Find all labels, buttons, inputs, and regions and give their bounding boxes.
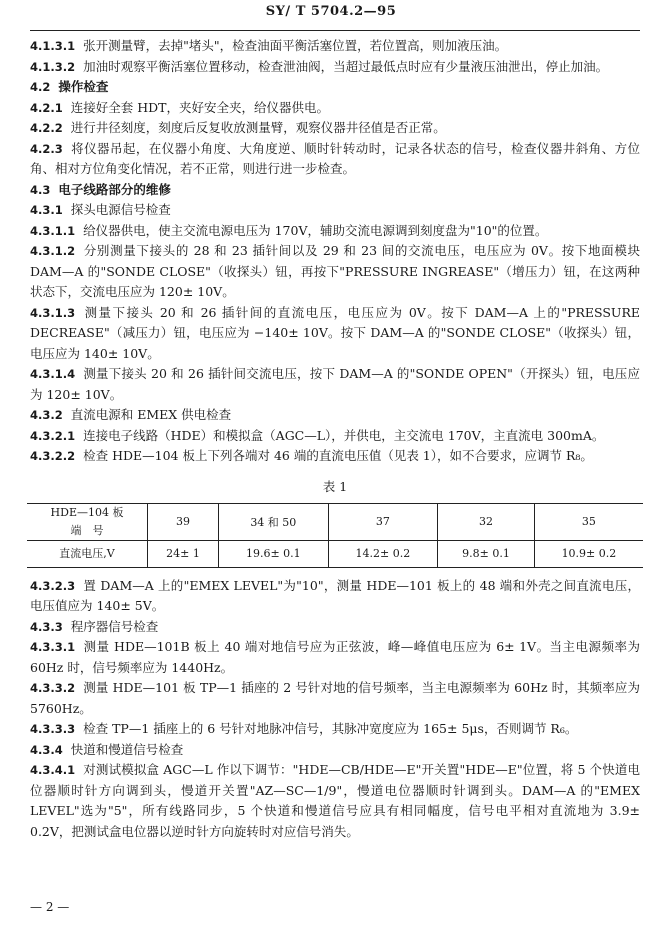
table-cell: 10.9± 0.2 xyxy=(534,540,643,567)
section-number: 4.3.1 xyxy=(30,203,63,217)
section-number: 4.3.3.1 xyxy=(30,640,76,654)
paragraph xyxy=(30,118,640,139)
paragraph xyxy=(30,77,640,98)
section-number: 4.2.3 xyxy=(30,141,63,156)
paragraph xyxy=(30,57,640,78)
sections-after-table xyxy=(30,576,640,843)
paragraph xyxy=(30,637,640,678)
section-number: 4.2 xyxy=(30,80,51,94)
table-row xyxy=(27,540,643,567)
table-cell: 39 xyxy=(148,503,219,540)
paragraph-text: 连接电子线路（HDE）和模拟盒（AGC—L），并供电，主交流电 170V，主直流电 300mA。 xyxy=(83,427,605,443)
table-cell: 24± 1 xyxy=(148,540,219,567)
paragraph xyxy=(30,139,640,180)
sections-before-table xyxy=(30,36,640,467)
paragraph xyxy=(30,303,640,365)
paragraph-text: 连接好全套 HDT，夹好安全夹，给仪器供电。 xyxy=(70,99,329,115)
section-number: 4.3.1.1 xyxy=(30,223,76,238)
section-heading: 电子线路部分的维修 xyxy=(58,181,171,197)
header-rule xyxy=(30,30,640,31)
paragraph xyxy=(30,617,640,638)
paragraph-text: 快道和慢道信号检查 xyxy=(70,741,184,757)
section-number: 4.3.1.3 xyxy=(30,305,76,320)
section-number: 4.3.4 xyxy=(30,742,63,757)
paragraph-text: 进行井径刻度，刻度后反复收放测量臂，观察仪器井径值是否正常。 xyxy=(70,120,446,135)
paragraph xyxy=(30,405,640,426)
paragraph-text: 分别测量下接头的 28 和 23 插针间以及 29 和 23 间的交流电压，电压应为 0V。按下地面模块 DAM—A 的"SONDE CLOSE"（收探头）钮，再按下"PRESSURE INGREASE"（增压力）钮，在这两种状态下，交流电压应为 120± 10V。 xyxy=(30,243,640,299)
section-number: 4.1.3.2 xyxy=(30,59,76,74)
page-number: — 2 — xyxy=(30,900,70,914)
paragraph xyxy=(30,446,640,467)
table-row-header: 直流电压,V xyxy=(27,540,148,567)
section-number: 4.3 xyxy=(30,182,51,197)
section-heading: 操作检查 xyxy=(58,79,109,94)
page-header: SY/ T 5704.2—95 xyxy=(265,4,397,19)
section-number: 4.2.1 xyxy=(30,100,63,115)
paragraph-text: 置 DAM—A 上的"EMEX LEVEL"为"10"，测量 HDE—101 板上的 48 端和外壳之间直流电压，电压值应为 140± 5V。 xyxy=(30,577,640,613)
paragraph-text: 加油时观察平衡活塞位置移动，检查泄油阀，当超过最低点时应有少量液压油泄出，停止加油。 xyxy=(83,58,609,74)
section-number: 4.3.2 xyxy=(30,408,63,422)
document-body xyxy=(30,36,640,842)
paragraph-text: 测量下接头 20 和 26 插针间的直流电压，电压应为 0V。按下 DAM—A 上的"PRESSURE DECREASE"（减压力）钮，电压应为 −140± 10V。按下 DAM—A 的"SONDE CLOSE"（收探头）钮，电压应为 140± 10V。 xyxy=(30,304,640,361)
section-number: 4.3.3 xyxy=(30,619,63,634)
paragraph-text: 张开测量臂，去掉"堵头"，检查油面平衡活塞位置，若位置高，则加液压油。 xyxy=(83,38,508,53)
paragraph-text: 测量 HDE—101B 板上 40 端对地信号应为正弦波，峰—峰值电压应为 6± 1V。当主电源频率为 60Hz 时，信号频率应为 1440Hz。 xyxy=(30,639,640,675)
paragraph xyxy=(30,364,640,405)
paragraph xyxy=(30,576,640,617)
paragraph-text: 探头电源信号检查 xyxy=(70,202,171,217)
table-cell: 14.2± 0.2 xyxy=(328,540,438,567)
paragraph-text: 对测试模拟盒 AGC—L 作以下调节："HDE—CB/HDE—E"开关置"HDE—E"位置，将 5 个快道电位器顺时针方向调到头，慢道开关置"AZ—SC—1/9"，慢道电位器顺时针调到头。DAM—A 的"EMEX LEVEL"选为"5"，所有线路同步，5 个快道和慢道信号应具有相同幅度，信号电平相对直流地为 3.9± 0.2V，把测试盒电位器以逆时针方向旋转时对应信号消失。 xyxy=(30,762,640,839)
table-cell: 19.6± 0.1 xyxy=(219,540,329,567)
paragraph-text: 检查 HDE—104 板上下列各端对 46 端的直流电压值（见表 1），如不合要求，应调节 R₈。 xyxy=(83,448,593,463)
section-number: 4.3.1.2 xyxy=(30,244,76,258)
paragraph xyxy=(30,36,640,57)
section-number: 4.3.1.4 xyxy=(30,367,76,381)
spacer xyxy=(30,568,640,576)
paragraph xyxy=(30,719,640,740)
section-number: 4.3.3.3 xyxy=(30,722,76,736)
paragraph-text: 测量 HDE—101 板 TP—1 插座的 2 号针对地的信号频率，当主电源频率为 60Hz 时，其频率应为 5760Hz。 xyxy=(30,680,640,716)
paragraph xyxy=(30,678,640,719)
paragraph xyxy=(30,426,640,447)
table-cell: 37 xyxy=(328,503,438,540)
paragraph xyxy=(30,241,640,303)
section-number: 4.3.3.2 xyxy=(30,681,76,695)
table-cell: 35 xyxy=(534,503,643,540)
section-number: 4.3.2.1 xyxy=(30,428,76,443)
paragraph xyxy=(30,180,640,201)
section-number: 4.2.2 xyxy=(30,121,63,135)
paragraph xyxy=(30,740,640,761)
section-number: 4.1.3.1 xyxy=(30,39,76,53)
table-title: 表 1 xyxy=(322,478,348,494)
section-number: 4.3.2.2 xyxy=(30,449,76,463)
table-cell: 34 和 50 xyxy=(219,503,329,540)
paragraph-text: 程序器信号检查 xyxy=(70,618,159,634)
table-cell: 32 xyxy=(438,503,535,540)
paragraph-text: 检查 TP—1 插座上的 6 号针对地脉冲信号，其脉冲宽度应为 165± 5μs，否则调节 R₆。 xyxy=(83,721,578,736)
section-number: 4.3.4.1 xyxy=(30,763,76,777)
paragraph xyxy=(30,760,640,842)
paragraph-text: 直流电源和 EMEX 供电检查 xyxy=(70,407,232,422)
paragraph-text: 将仪器吊起，在仪器小角度、大角度逆、顺时针转动时，记录各状态的信号，检查仪器井斜角、方位角、相对方位角变化情况，若不正常，则进行进一步检查。 xyxy=(30,140,640,176)
voltage-table xyxy=(27,503,643,568)
paragraph-text: 测量下接头 20 和 26 插针间交流电压，按下 DAM—A 的"SONDE OPEN"（开探头）钮，电压应为 120± 10V。 xyxy=(30,366,640,402)
section-number: 4.3.2.3 xyxy=(30,578,76,593)
paragraph xyxy=(30,98,640,119)
table-row-header: HDE—104 板 端 号 xyxy=(27,503,148,540)
paragraph xyxy=(30,221,640,242)
paragraph xyxy=(30,200,640,221)
table-cell: 9.8± 0.1 xyxy=(438,540,535,567)
table-row xyxy=(27,503,643,540)
paragraph-text: 给仪器供电，使主交流电源电压为 170V，辅助交流电源调到刻度盘为"10"的位置。 xyxy=(83,222,548,238)
